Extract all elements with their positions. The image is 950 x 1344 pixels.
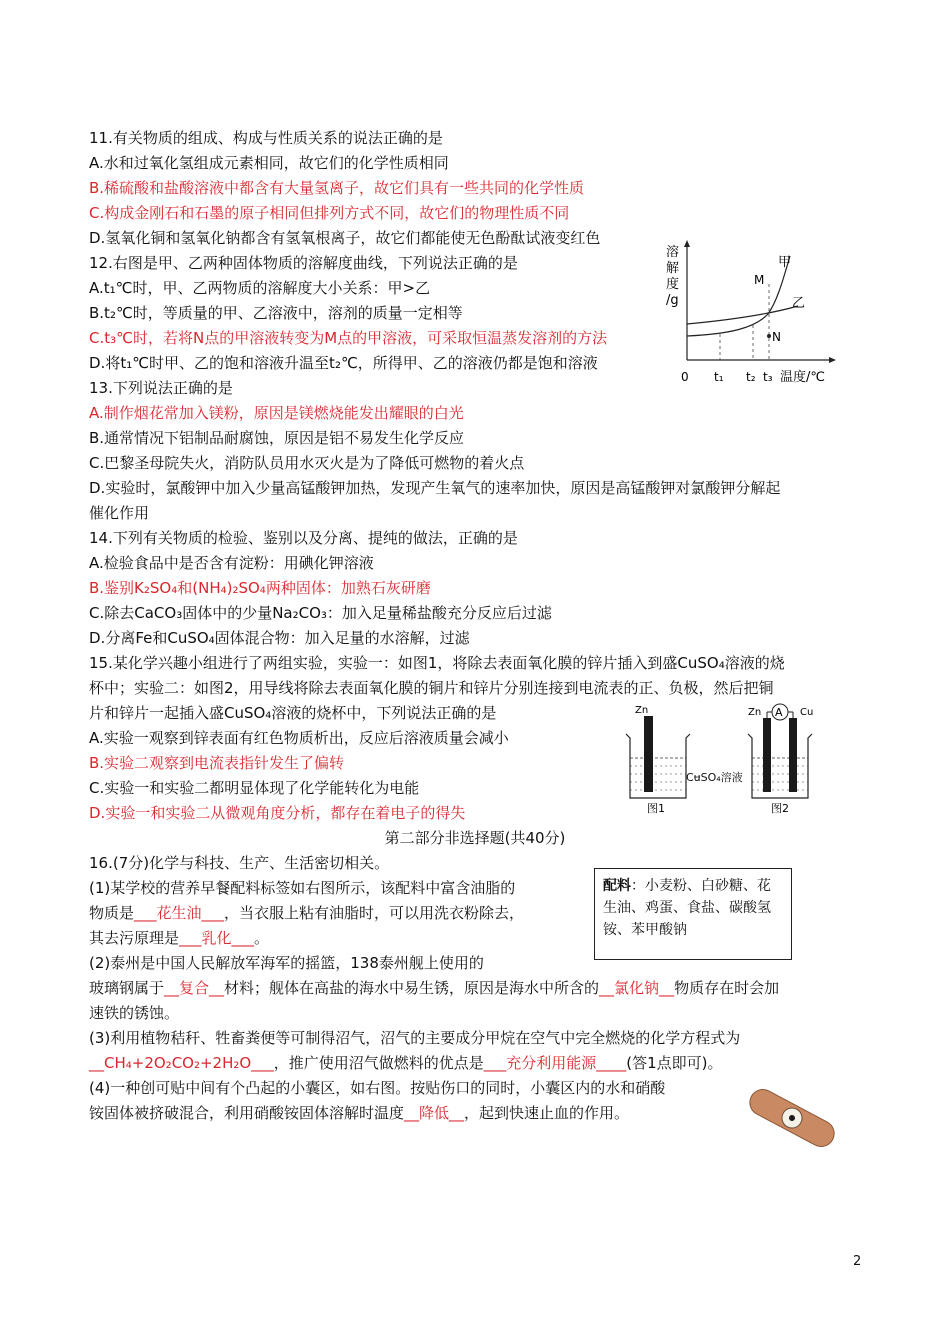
q15-stem-line3: 片和锌片一起插入盛CuSO₄溶液的烧杯中，下列说法正确的是 [89,704,497,722]
q14-option-b: B.鉴别K₂SO₄和(NH₄)₂SO₄两种固体：加熟石灰研磨 [89,579,431,597]
fig1-zn-label: Zn [635,705,649,716]
q16-p1-line1: (1)某学校的营养早餐配料标签如右图所示，该配料中富含油脂的 [89,879,516,897]
answer-energy: ___充分利用能源____ [483,1054,627,1072]
bandage-image [742,1086,842,1150]
q13-option-c: C.巴黎圣母院失火，消防队员用水灭火是为了降低可燃物的着火点 [89,454,525,472]
q11-stem: 11.有关物质的组成、构成与性质关系的说法正确的是 [89,129,443,147]
ingredient-label-title: 配料 [603,878,631,894]
ammeter-label: A [775,706,783,719]
graph-label-jia: 甲 [778,255,792,270]
q16-p4-line2: 铵固体被挤破混合，利用硝酸铵固体溶解时温度__降低__，起到快速止血的作用。 [89,1104,630,1122]
q13-stem: 13.下列说法正确的是 [89,379,233,397]
q16-p4-line1: (4)一种创可贴中间有个凸起的小囊区，如右图。按贴伤口的同时，小囊区内的水和硝酸 [89,1079,666,1097]
solubility-graph [660,236,860,396]
page-number: 2 [853,1254,862,1269]
q11-option-b: B.稀硫酸和盐酸溶液中都含有大量氢离子，故它们具有一些共同的化学性质 [89,179,585,197]
graph-x-arrow [829,357,836,363]
apparatus-figure [620,700,840,818]
q16-stem: 16.(7分)化学与科技、生产、生活密切相关。 [89,854,390,872]
fig1-caption: 图1 [647,802,665,815]
q11-option-a: A.水和过氧化氢组成元素相同，故它们的化学性质相同 [89,154,449,172]
graph-xlabel: 温度/℃ [780,370,825,385]
q15-option-b: B.实验二观察到电流表指针发生了偏转 [89,754,345,772]
graph-t3: t₃ [763,370,773,384]
q13-option-d-line2: 催化作用 [89,504,150,522]
q15-option-c: C.实验一和实验二都明显体现了化学能转化为电能 [89,779,420,797]
curve-yi [687,306,798,324]
fig2-zn-label: Zn [748,707,762,718]
graph-label-m: M [754,273,765,287]
curve-jia [687,256,790,336]
q16-p2-line2: 玻璃钢属于__复合__材料；舰体在高盐的海水中易生锈，原因是海水中所含的__氯化钠__物质存在时会加 [89,979,780,997]
answer-equation: __CH₄+2O₂CO₂+2H₂O___ [89,1054,274,1072]
q13-option-b: B.通常情况下铝制品耐腐蚀，原因是铝不易发生化学反应 [89,429,465,447]
answer-decrease: __降低__ [404,1104,465,1122]
fig2-caption: 图2 [771,802,789,815]
fig2-cu-label: Cu [800,707,814,718]
beaker-2-liquid [752,758,808,790]
answer-peanut-oil: ___花生油___ [134,904,225,922]
q11-option-d: D.氢氧化铜和氢氧化钠都含有氢氧根离子，故它们都能使无色酚酞试液变红色 [89,229,601,247]
graph-label-yi: 乙 [792,296,806,311]
q16-p1-line3: 其去污原理是___乳化___。 [89,929,270,947]
q16-p3-line1: (3)利用植物秸秆、牲畜粪便等可制得沼气，沼气的主要成分甲烷在空气中完全燃烧的化学方程式为 [89,1029,741,1047]
graph-ylabel-4: /g [666,293,679,308]
point-n-dot [767,334,771,338]
q15-option-d: D.实验一和实验二从微观角度分析，都存在着电子的得失 [89,804,466,822]
graph-ylabel-2: 解 [666,261,680,276]
section-2-heading: 第二部分非选择题(共40分) [384,829,566,847]
q12-option-a: A.t₁℃时，甲、乙两物质的溶解度大小关系：甲>乙 [89,279,431,297]
q15-option-a: A.实验一观察到锌表面有红色物质析出，反应后溶液质量会减小 [89,729,509,747]
q13-option-d-line1: D.实验时，氯酸钾中加入少量高锰酸钾加热，发现产生氧气的速率加快，原因是高锰酸钾对氯酸钾分解起 [89,479,781,497]
cu-strip [789,718,797,792]
q14-option-a: A.检验食品中是否含有淀粉：用碘化钾溶液 [89,554,374,572]
graph-ylabel-1: 溶 [666,245,680,260]
q16-p1-line2: 物质是___花生油___，当衣服上粘有油脂时，可以用洗衣粉除去， [89,904,525,922]
q14-option-d: D.分离Fe和CuSO₄固体混合物：加入足量的水溶解，过滤 [89,629,470,647]
graph-y-arrow [684,240,690,247]
solution-label: CuSO₄溶液 [686,771,743,784]
q15-stem-line1: 15.某化学兴趣小组进行了两组实验，实验一：如图1，将除去表面氧化膜的锌片插入到盛CuSO₄溶液的烧 [89,654,785,672]
q12-option-c: C.t₃℃时，若将N点的甲溶液转变为M点的甲溶液，可采取恒温蒸发溶剂的方法 [89,329,608,347]
ingredient-label-box [594,868,792,960]
answer-composite: __复合__ [164,979,225,997]
q14-option-c: C.除去CaCO₃固体中的少量Na₂CO₃：加入足量稀盐酸充分反应后过滤 [89,604,552,622]
q16-p2-line3: 速铁的锈蚀。 [89,1004,180,1022]
graph-ylabel-3: 度 [666,277,680,292]
graph-label-n: N [772,330,781,344]
q12-stem: 12.右图是甲、乙两种固体物质的溶解度曲线，下列说法正确的是 [89,254,518,272]
graph-t1: t₁ [714,370,724,384]
graph-t2: t₂ [746,370,756,384]
beaker-1-liquid [630,758,686,790]
answer-emulsify: ___乳化___ [179,929,255,947]
q12-option-b: B.t₂℃时，等质量的甲、乙溶液中，溶剂的质量一定相等 [89,304,463,322]
q15-stem-line2: 杯中；实验二：如图2，用导线将除去表面氧化膜的铜片和锌片分别连接到电流表的正、负极，然后把铜 [89,679,774,697]
q16-p3-line2: __CH₄+2O₂CO₂+2H₂O___，推广使用沼气做燃料的优点是___充分利用能源____(答1点即可)。 [89,1054,723,1072]
zn-strip-2 [763,718,771,792]
q16-p2-line1: (2)泰州是中国人民解放军海军的摇篮，138泰州舰上使用的 [89,954,484,972]
q13-option-a: A.制作烟花常加入镁粉，原因是镁燃烧能发出耀眼的白光 [89,404,464,422]
graph-origin: 0 [681,370,689,384]
answer-sodium-chloride: __氯化钠__ [599,979,675,997]
zn-strip-1 [644,716,653,792]
q12-option-d: D.将t₁℃时甲、乙的饱和溶液升温至t₂℃，所得甲、乙的溶液仍都是饱和溶液 [89,354,598,372]
q11-option-c: C.构成金刚石和石墨的原子相同但排列方式不同，故它们的物理性质不同 [89,204,570,222]
q14-stem: 14.下列有关物质的检验、鉴别以及分离、提纯的做法，正确的是 [89,529,518,547]
ingredient-label-text: ：小麦粉、白砂糖、花生油、鸡蛋、食盐、碳酸氢铵、苯甲酸钠 [603,878,771,938]
